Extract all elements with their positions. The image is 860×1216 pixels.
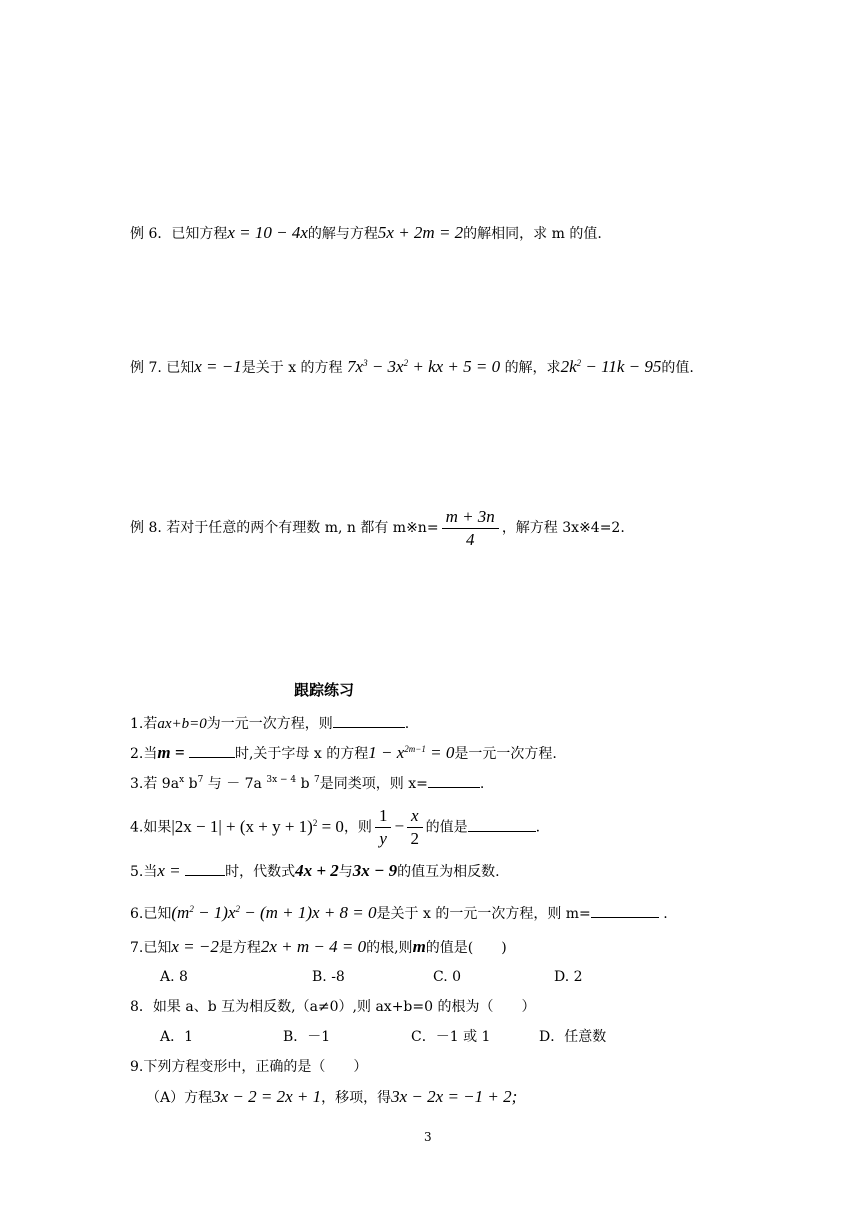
q4-equation [171, 817, 344, 836]
ex8-fraction [442, 506, 499, 551]
q2-eq2-a: 1 − x [368, 743, 405, 762]
ex8-prefix: 例 8. 若对于任意的两个有理数 m, n 都有 m※n= [130, 520, 439, 536]
q3-sup-2: 7 [197, 775, 204, 785]
q7-option-d[interactable]: D. 2 [554, 969, 583, 985]
q5-suffix: 的值互为相反数. [397, 864, 500, 880]
q2-suffix: 是一元一次方程. [454, 746, 557, 762]
q2-equation-2 [368, 743, 454, 762]
ex7-mid: 是关于 x 的方程 [241, 360, 343, 376]
exercise-4 [130, 805, 540, 850]
q6-eq-c: − (m + 1)x + 8 = 0 [240, 903, 377, 922]
ex8-denominator: 4 [465, 529, 475, 549]
q5-expression-2: 3x − 9 [352, 861, 398, 880]
ex7-eq3-exp: 2 [576, 358, 582, 368]
q7-equation-2: 2x + m − 4 = 0 [260, 937, 367, 956]
q8-options [160, 1027, 606, 1047]
q7-prefix: 7.已知 [130, 940, 172, 956]
q4-eq-exp: 2 [312, 817, 318, 828]
ex7-equation-1: x = −1 [194, 357, 242, 376]
q3-text-2: 与 － 7a [203, 776, 267, 792]
q8-text: 8．如果 a、b 互为相反数,（a≠0）,则 ax+b=0 的根为（ ） [130, 999, 536, 1015]
q3-text-3: b [296, 776, 315, 792]
q3-answer-blank[interactable] [428, 773, 480, 788]
q2-eq2-b: = 0 [425, 743, 455, 762]
q3-sup-1: x [179, 775, 185, 785]
q4-mid: ，则 [343, 819, 372, 836]
exercise-3 [130, 773, 484, 794]
q1-suffix: 为一元一次方程，则 [206, 716, 333, 732]
q5-answer-blank[interactable] [185, 861, 225, 876]
ex7-eq3-c: − 11k − 95 [581, 357, 662, 376]
q2-prefix: 2.当 [130, 746, 158, 762]
q7-options [160, 967, 583, 987]
exercise-7 [130, 937, 507, 958]
q9-optA-equation-2: 3x − 2x = −1 + 2; [391, 1087, 518, 1106]
q9-text: 9.下列方程变形中，正确的是（ ） [130, 1059, 368, 1075]
q1-answer-blank[interactable] [333, 713, 405, 728]
q3-prefix: 3.若 9a [130, 776, 180, 792]
q7-suffix: 的值是( ) [425, 940, 507, 956]
q4-frac1-num: 1 [375, 805, 392, 828]
q6-suffix: 是关于 x 的一元一次方程，则 m= [376, 906, 591, 922]
q5-prefix: 5.当 [130, 864, 158, 880]
q8-option-d[interactable]: D．任意数 [539, 1029, 607, 1045]
ex7-eq2-exp2: 2 [403, 358, 409, 368]
ex7-equation-3 [561, 357, 662, 376]
q2-equation: m = [157, 743, 185, 762]
q2-mid: 时,关于字母 x 的方程 [234, 746, 369, 762]
example-7 [130, 357, 694, 378]
q8-option-b[interactable]: B．－1 [283, 1029, 331, 1045]
q6-end: . [663, 906, 668, 922]
q3-suffix: 是同类项，则 x= [319, 776, 428, 792]
q2-answer-blank[interactable] [189, 743, 235, 758]
q5-mid: 时，代数式 [225, 864, 296, 880]
q7-option-c[interactable]: C. 0 [433, 969, 462, 985]
q7-option-a[interactable]: A. 8 [160, 969, 188, 985]
q1-equation: ax+b=0 [157, 716, 207, 732]
q1-prefix: 1.若 [130, 716, 158, 732]
ex7-suffix: 的值. [661, 360, 694, 376]
ex6-prefix: 例 6．已知方程 [130, 226, 228, 242]
exercise-8 [130, 997, 535, 1017]
q6-prefix: 6.已知 [130, 906, 172, 922]
q4-frac2-den: 2 [410, 829, 420, 848]
q4-fraction-2 [407, 805, 423, 850]
q7-option-b[interactable]: B. -8 [312, 969, 345, 985]
q5-expression-1: 4x + 2 [295, 861, 339, 880]
q6-equation [171, 903, 376, 922]
ex7-eq2-c: − 3x [367, 357, 404, 376]
q6-eq-b: − 1)x [193, 903, 236, 922]
q9-optA-prefix: （A）方程 [146, 1090, 213, 1106]
q8-option-c[interactable]: C．－1 或 1 [411, 1029, 491, 1045]
q7-mid2: 的根,则 [366, 940, 413, 956]
ex7-prefix: 例 7. 已知 [130, 360, 195, 376]
q3-sup-4: 7 [314, 775, 320, 785]
exercise-1 [130, 713, 409, 734]
q3-end: . [479, 776, 485, 792]
q9-optA-equation-1: 3x − 2 = 2x + 1 [212, 1087, 322, 1106]
q3-text-1: b [184, 776, 198, 792]
exercise-2 [130, 743, 557, 764]
q4-frac2-num: x [407, 805, 423, 828]
ex8-suffix: ，解方程 3x※4=2. [501, 520, 625, 536]
q1-end: . [404, 716, 410, 732]
page-number: 3 [424, 1130, 432, 1144]
section-title: 跟踪练习 [294, 681, 355, 699]
q7-mid: 是方程 [218, 940, 261, 956]
q6-eq-a: (m [171, 903, 190, 922]
ex6-equation-2: 5x + 2m = 2 [377, 223, 464, 242]
ex7-eq2-e: + kx + 5 = 0 [408, 357, 501, 376]
ex6-equation-1: x = 10 − 4x [227, 223, 308, 242]
q4-eq-main: |2x − 1| + (x + y + 1) [171, 816, 313, 836]
q4-end: . [535, 819, 541, 836]
q4-suffix: 的值是 [425, 819, 468, 836]
exercise-5 [130, 861, 500, 882]
ex7-eq3-a: 2k [560, 357, 577, 376]
ex7-equation-2 [347, 357, 500, 376]
q4-frac1-den: y [379, 829, 387, 848]
q5-and: 与 [338, 864, 353, 880]
q7-equation-1: x = −2 [171, 937, 219, 956]
ex7-mid2: 的解，求 [504, 360, 561, 376]
ex7-eq2-exp1: 3 [363, 358, 368, 368]
q3-sup-3: 3x − 4 [266, 775, 297, 785]
q6-eq-exp2: 2 [235, 904, 240, 914]
exercise-6 [130, 903, 668, 924]
example-8 [130, 505, 625, 551]
q6-eq-exp1: 2 [189, 904, 194, 914]
q7-variable: m [412, 937, 426, 956]
exercise-9 [130, 1057, 367, 1077]
q4-fraction-1 [375, 805, 392, 850]
ex8-numerator: m + 3n [442, 506, 499, 529]
q4-prefix: 4.如果 [130, 819, 172, 836]
q4-answer-blank[interactable] [468, 817, 536, 832]
q4-eq-end: = 0 [317, 816, 344, 836]
q9-optA-mid: ，移项，得 [321, 1090, 392, 1106]
q5-equation: x = [157, 861, 181, 880]
ex7-eq2-a: 7x [347, 357, 364, 376]
q4-minus: − [394, 816, 405, 836]
q2-eq2-exp: 2m−1 [404, 744, 426, 754]
q8-option-a[interactable]: A．1 [160, 1029, 194, 1045]
ex6-suffix: 的解相同，求 m 的值. [463, 226, 602, 242]
example-6 [130, 223, 602, 244]
q6-answer-blank[interactable] [591, 903, 659, 918]
q9-option-a[interactable] [146, 1087, 517, 1108]
ex6-mid: 的解与方程 [307, 226, 378, 242]
